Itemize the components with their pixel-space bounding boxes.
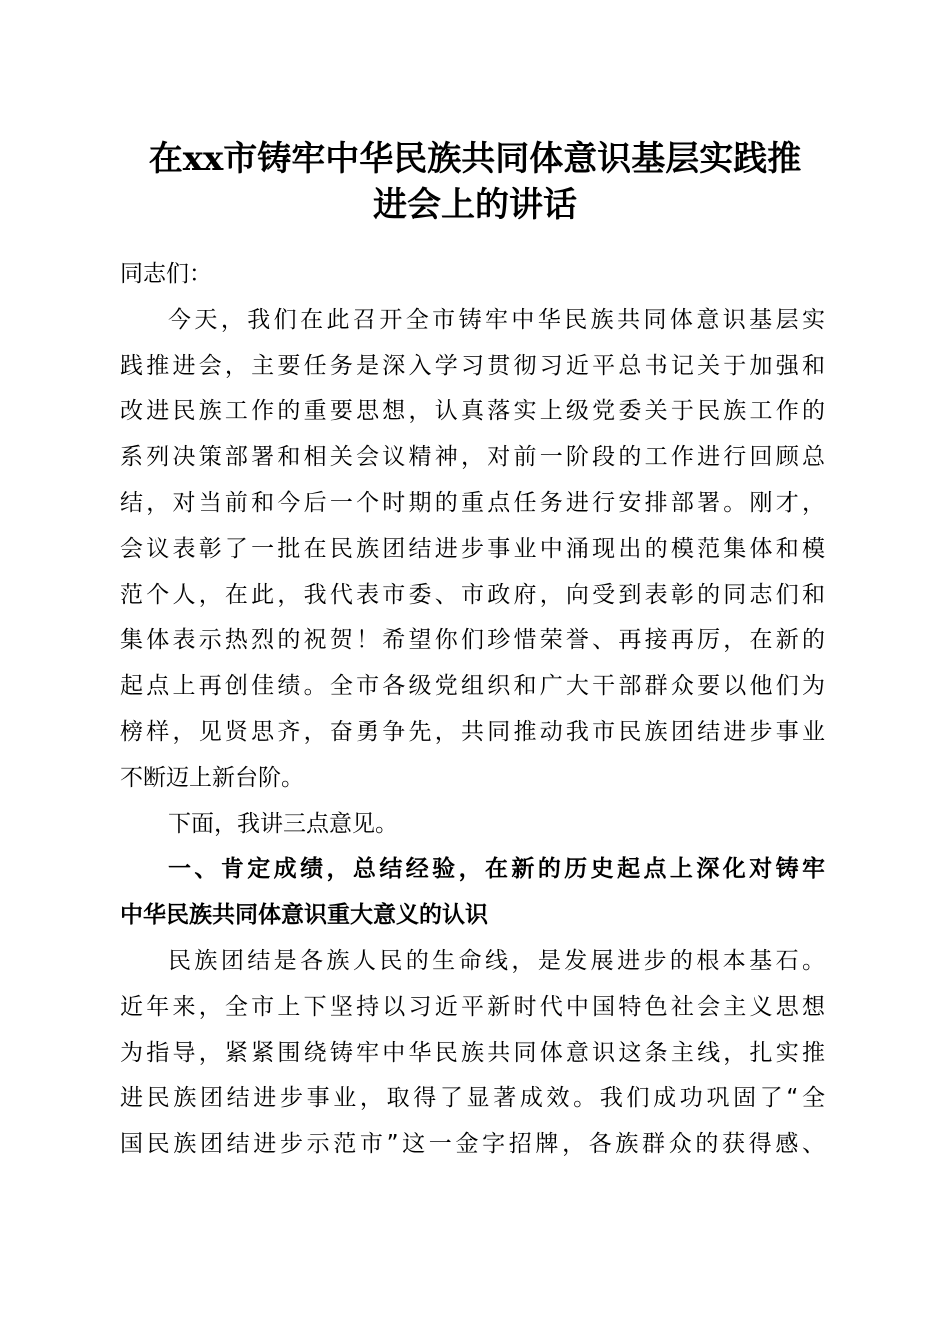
paragraph-line: 民族团结是各族人民的生命线，是发展进步的根本基石。	[168, 947, 825, 974]
paragraph-line: 结，对当前和今后一个时期的重点任务进行安排部署。刚才，	[120, 489, 825, 516]
title-line-1: 在xx市铸牢中华民族共同体意识基层实践推	[148, 139, 802, 179]
paragraph-line: 国民族团结进步示范市”这一金字招牌，各族群众的获得感、	[120, 1131, 825, 1158]
paragraph-line: 起点上再创佳绩。全市各级党组织和广大干部群众要以他们为	[120, 673, 825, 700]
paragraph-line: 近年来，全市上下坚持以习近平新时代中国特色社会主义思想	[120, 993, 825, 1020]
paragraph-line: 为指导，紧紧围绕铸牢中华民族共同体意识这条主线，扎实推	[120, 1039, 825, 1066]
paragraph-line: 系列决策部署和相关会议精神，对前一阶段的工作进行回顾总	[120, 444, 825, 471]
paragraph-line: 会议表彰了一批在民族团结进步事业中涌现出的模范集体和模	[120, 535, 825, 562]
paragraph-line: 今天，我们在此召开全市铸牢中华民族共同体意识基层实	[168, 306, 825, 333]
section-heading-1	[120, 847, 825, 939]
heading-line: 一、肯定成绩，总结经验，在新的历史起点上深化对铸牢	[168, 856, 825, 883]
heading-line: 中华民族共同体意识重大意义的认识	[120, 902, 488, 929]
paragraph-opening	[120, 298, 825, 802]
title-line-2: 进会上的讲话	[373, 185, 577, 225]
paragraph-line: 范个人，在此，我代表市委、市政府，向受到表彰的同志们和	[120, 581, 825, 608]
salutation: 同志们：	[120, 261, 212, 287]
paragraph-section-1	[120, 939, 825, 1168]
paragraph-line: 不断迈上新台阶。	[120, 764, 304, 791]
paragraph-line: 进民族团结进步事业，取得了显著成效。我们成功巩固了“全	[120, 1085, 825, 1112]
document-title	[100, 136, 850, 228]
document-body	[120, 252, 825, 1168]
paragraph-line: 践推进会，主要任务是深入学习贯彻习近平总书记关于加强和	[120, 352, 825, 379]
paragraph-line: 改进民族工作的重要思想，认真落实上级党委关于民族工作的	[120, 398, 825, 425]
paragraph-line: 集体表示热烈的祝贺！希望你们珍惜荣誉、再接再厉，在新的	[120, 627, 825, 654]
paragraph-transition: 下面，我讲三点意见。	[168, 810, 398, 837]
paragraph-line: 榜样，见贤思齐，奋勇争先，共同推动我市民族团结进步事业	[120, 718, 825, 745]
